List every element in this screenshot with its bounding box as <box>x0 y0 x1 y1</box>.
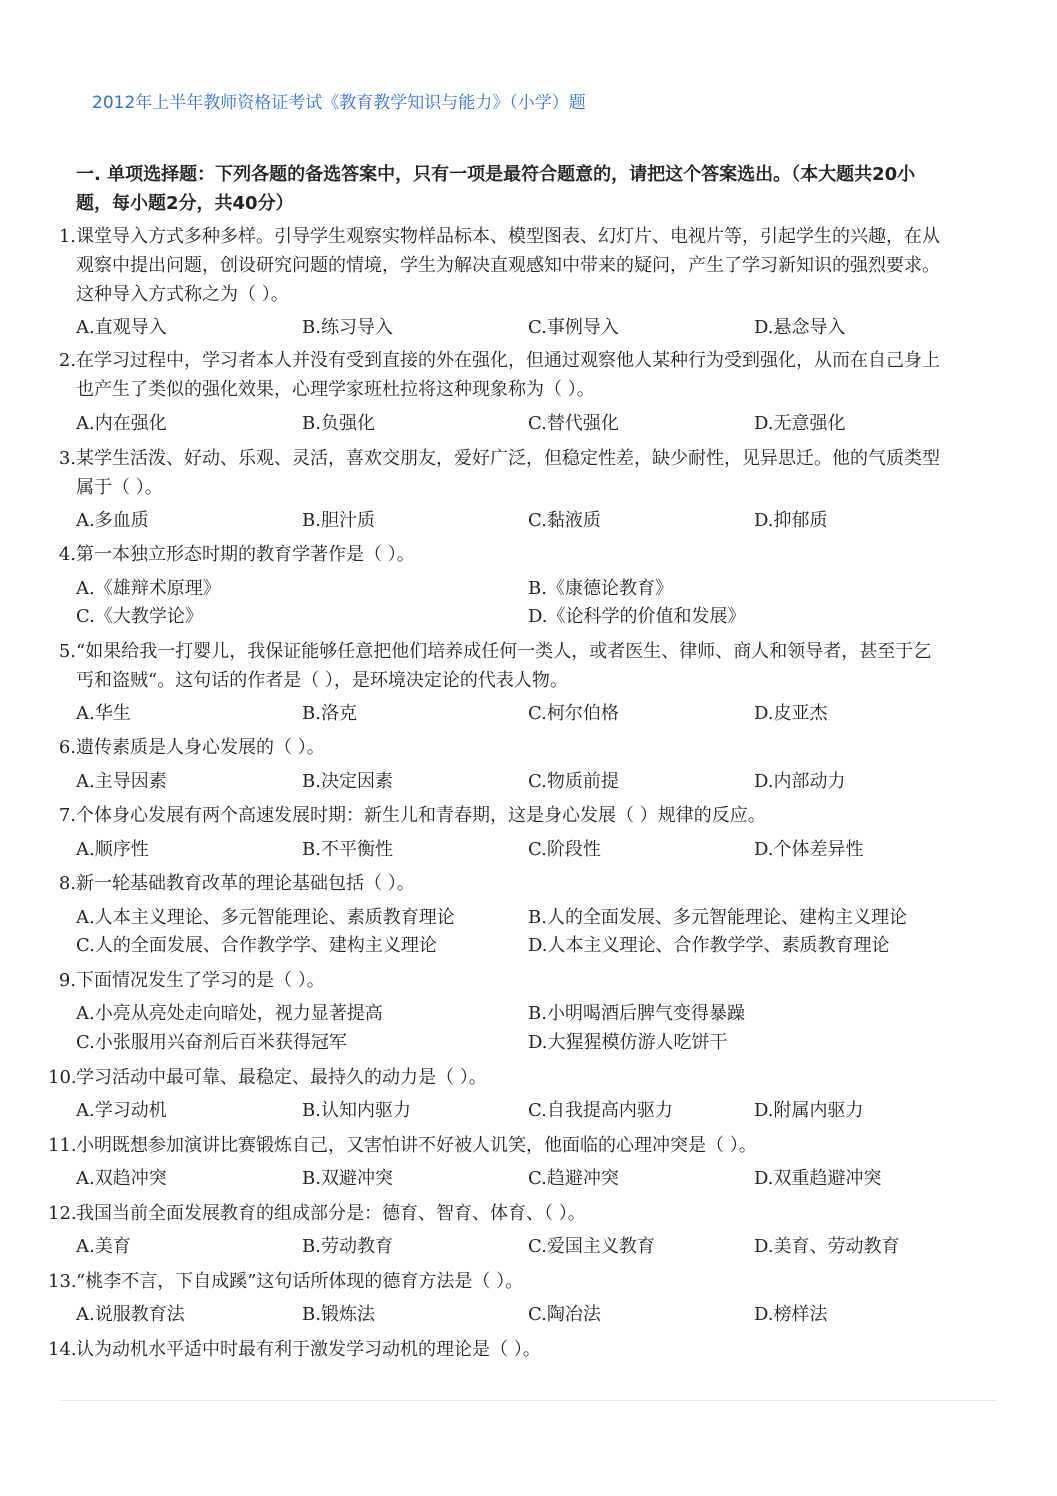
question-text: 遗传素质是人身心发展的（ ）。 <box>76 737 325 758</box>
option-c[interactable]: C.人的全面发展、合作教学学、建构主义理论 <box>76 935 437 956</box>
option-d[interactable]: D.附属内驱力 <box>754 1100 864 1121</box>
option-c[interactable]: C.陶冶法 <box>528 1304 601 1325</box>
option-b[interactable]: B.锻炼法 <box>302 1304 375 1325</box>
option-a[interactable]: A.顺序性 <box>76 839 149 860</box>
option-a[interactable]: A.学习动机 <box>76 1100 167 1121</box>
question-number: 14. <box>48 1339 77 1360</box>
section-heading-line-1: 一. 单项选择题：下列各题的备选答案中，只有一项是最符合题意的，请把这个答案选出。（本大题共20小 <box>76 164 916 185</box>
option-a[interactable]: A.双趋冲突 <box>76 1168 167 1189</box>
question-number: 10. <box>48 1067 77 1088</box>
option-a[interactable]: A.说服教育法 <box>76 1304 185 1325</box>
question-9 <box>58 966 325 995</box>
option-b[interactable]: B.人的全面发展、多元智能理论、建构主义理论 <box>528 907 907 928</box>
question-number: 13. <box>48 1271 77 1292</box>
question-14 <box>48 1335 541 1364</box>
question-2 <box>58 346 940 375</box>
question-1-line-3: 这种导入方式称之为（ ）。 <box>76 284 289 305</box>
option-c[interactable]: C.物质前提 <box>528 771 619 792</box>
question-text: “桃李不言，下自成蹊”这句话所体现的德育方法是（ ）。 <box>76 1271 524 1292</box>
option-a[interactable]: A.多血质 <box>76 510 149 531</box>
option-b[interactable]: B.劳动教育 <box>302 1236 393 1257</box>
option-c[interactable]: C.自我提高内驱力 <box>528 1100 673 1121</box>
question-4 <box>58 540 415 569</box>
question-3 <box>58 444 940 473</box>
question-text: 新一轮基础教育改革的理论基础包括（ ）。 <box>76 873 415 894</box>
question-text: 小明既想参加演讲比赛锻炼自己，又害怕讲不好被人讥笑，他面临的心理冲突是（ ）。 <box>76 1135 757 1156</box>
question-text: 下面情况发生了学习的是（ ）。 <box>76 970 325 991</box>
option-c[interactable]: C.柯尔伯格 <box>528 703 619 724</box>
option-d[interactable]: D.无意强化 <box>754 413 846 434</box>
question-number: 3. <box>58 448 76 469</box>
question-text: 个体身心发展有两个高速发展时期：新生儿和青春期，这是身心发展（ ）规律的反应。 <box>76 805 766 826</box>
option-d[interactable]: D.悬念导入 <box>754 317 846 338</box>
question-number: 1. <box>58 226 76 247</box>
option-b[interactable]: B.不平衡性 <box>302 839 393 860</box>
question-text: 第一本独立形态时期的教育学著作是（ ）。 <box>76 544 415 565</box>
option-a[interactable]: A.主导因素 <box>76 771 167 792</box>
question-text: 我国当前全面发展教育的组成部分是：德育、智育、体育、（ ）。 <box>76 1203 586 1224</box>
option-a[interactable]: A.直观导入 <box>76 317 167 338</box>
question-5 <box>58 637 931 666</box>
option-b[interactable]: B.负强化 <box>302 413 375 434</box>
question-number: 12. <box>48 1203 77 1224</box>
question-8 <box>58 869 415 898</box>
option-c[interactable]: C.替代强化 <box>528 413 619 434</box>
option-a[interactable]: A.华生 <box>76 703 131 724</box>
question-number: 7. <box>58 805 76 826</box>
page-divider <box>60 1400 997 1401</box>
question-text: “如果给我一打婴儿，我保证能够任意把他们培养成任何一类人，或者医生、律师、商人和领导者，甚至于乞 <box>76 641 932 662</box>
option-d[interactable]: D.皮亚杰 <box>754 703 828 724</box>
question-2-line-2: 也产生了类似的强化效果，心理学家班杜拉将这种现象称为（ ）。 <box>76 379 595 400</box>
option-d[interactable]: D.大猩猩模仿游人吃饼干 <box>528 1032 728 1053</box>
option-c[interactable]: C.阶段性 <box>528 839 601 860</box>
option-a[interactable]: A.内在强化 <box>76 413 167 434</box>
section-heading-line-2: 题，每小题2分，共40分） <box>76 193 294 214</box>
option-b[interactable]: B.小明喝酒后脾气变得暴躁 <box>528 1003 745 1024</box>
option-b[interactable]: B.洛克 <box>302 703 357 724</box>
question-3-line-2: 属于（ ）。 <box>76 477 163 498</box>
question-text: 认为动机水平适中时最有利于激发学习动机的理论是（ ）。 <box>76 1339 541 1360</box>
option-c[interactable]: C.黏液质 <box>528 510 601 531</box>
question-number: 8. <box>58 873 76 894</box>
question-10 <box>48 1063 487 1092</box>
option-d[interactable]: D.美育、劳动教育 <box>754 1236 900 1257</box>
option-d[interactable]: D.内部动力 <box>754 771 846 792</box>
question-number: 5. <box>58 641 76 662</box>
question-text: 在学习过程中，学习者本人并没有受到直接的外在强化，但通过观察他人某种行为受到强化，从而在自己身上 <box>76 350 940 371</box>
question-13 <box>48 1267 523 1296</box>
option-a[interactable]: A.人本主义理论、多元智能理论、素质教育理论 <box>76 907 455 928</box>
option-b[interactable]: B.决定因素 <box>302 771 393 792</box>
question-7 <box>58 801 766 830</box>
option-c[interactable]: C.小张服用兴奋剂后百米获得冠军 <box>76 1032 347 1053</box>
option-a[interactable]: A.小亮从亮处走向暗处，视力显著提高 <box>76 1003 383 1024</box>
option-b[interactable]: B.认知内驱力 <box>302 1100 411 1121</box>
option-a[interactable]: A.《雄辩术原理》 <box>76 578 221 599</box>
question-1-line-2: 观察中提出问题，创设研究问题的情境，学生为解决直观感知中带来的疑问，产生了学习新知识的强烈要求。 <box>76 255 940 276</box>
question-12 <box>48 1199 586 1228</box>
option-d[interactable]: D.人本主义理论、合作教学学、素质教育理论 <box>528 935 890 956</box>
option-c[interactable]: C.《大教学论》 <box>76 606 203 627</box>
question-number: 6. <box>58 737 76 758</box>
question-11 <box>48 1131 757 1160</box>
question-text: 某学生活泼、好动、乐观、灵活，喜欢交朋友，爱好广泛，但稳定性差，缺少耐性，见异思迁。他的气质类型 <box>76 448 940 469</box>
question-number: 2. <box>58 350 76 371</box>
option-d[interactable]: D.抑郁质 <box>754 510 828 531</box>
option-a[interactable]: A.美育 <box>76 1236 131 1257</box>
question-text: 学习活动中最可靠、最稳定、最持久的动力是（ ）。 <box>76 1067 487 1088</box>
option-d[interactable]: D.个体差异性 <box>754 839 864 860</box>
option-b[interactable]: B.双避冲突 <box>302 1168 393 1189</box>
option-b[interactable]: B.胆汁质 <box>302 510 375 531</box>
question-1 <box>58 222 940 251</box>
option-c[interactable]: C.爱国主义教育 <box>528 1236 655 1257</box>
option-d[interactable]: D.《论科学的价值和发展》 <box>528 606 746 627</box>
option-c[interactable]: C.趋避冲突 <box>528 1168 619 1189</box>
option-c[interactable]: C.事例导入 <box>528 317 619 338</box>
option-d[interactable]: D.双重趋避冲突 <box>754 1168 882 1189</box>
question-number: 4. <box>58 544 76 565</box>
question-5-line-2: 丐和盗贼“。这句话的作者是（ ），是环境决定论的代表人物。 <box>76 670 568 691</box>
question-number: 9. <box>58 970 76 991</box>
question-number: 11. <box>48 1135 77 1156</box>
question-6 <box>58 733 325 762</box>
section-heading <box>76 160 976 218</box>
page-title: 2012年上半年教师资格证考试《教育教学知识与能力》（小学）题 <box>92 93 586 113</box>
option-b[interactable]: B.《康德论教育》 <box>528 578 673 599</box>
question-text: 课堂导入方式多种多样。引导学生观察实物样品标本、模型图表、幻灯片、电视片等，引起学生的兴趣，在从 <box>76 226 940 247</box>
option-b[interactable]: B.练习导入 <box>302 317 393 338</box>
option-d[interactable]: D.榜样法 <box>754 1304 828 1325</box>
